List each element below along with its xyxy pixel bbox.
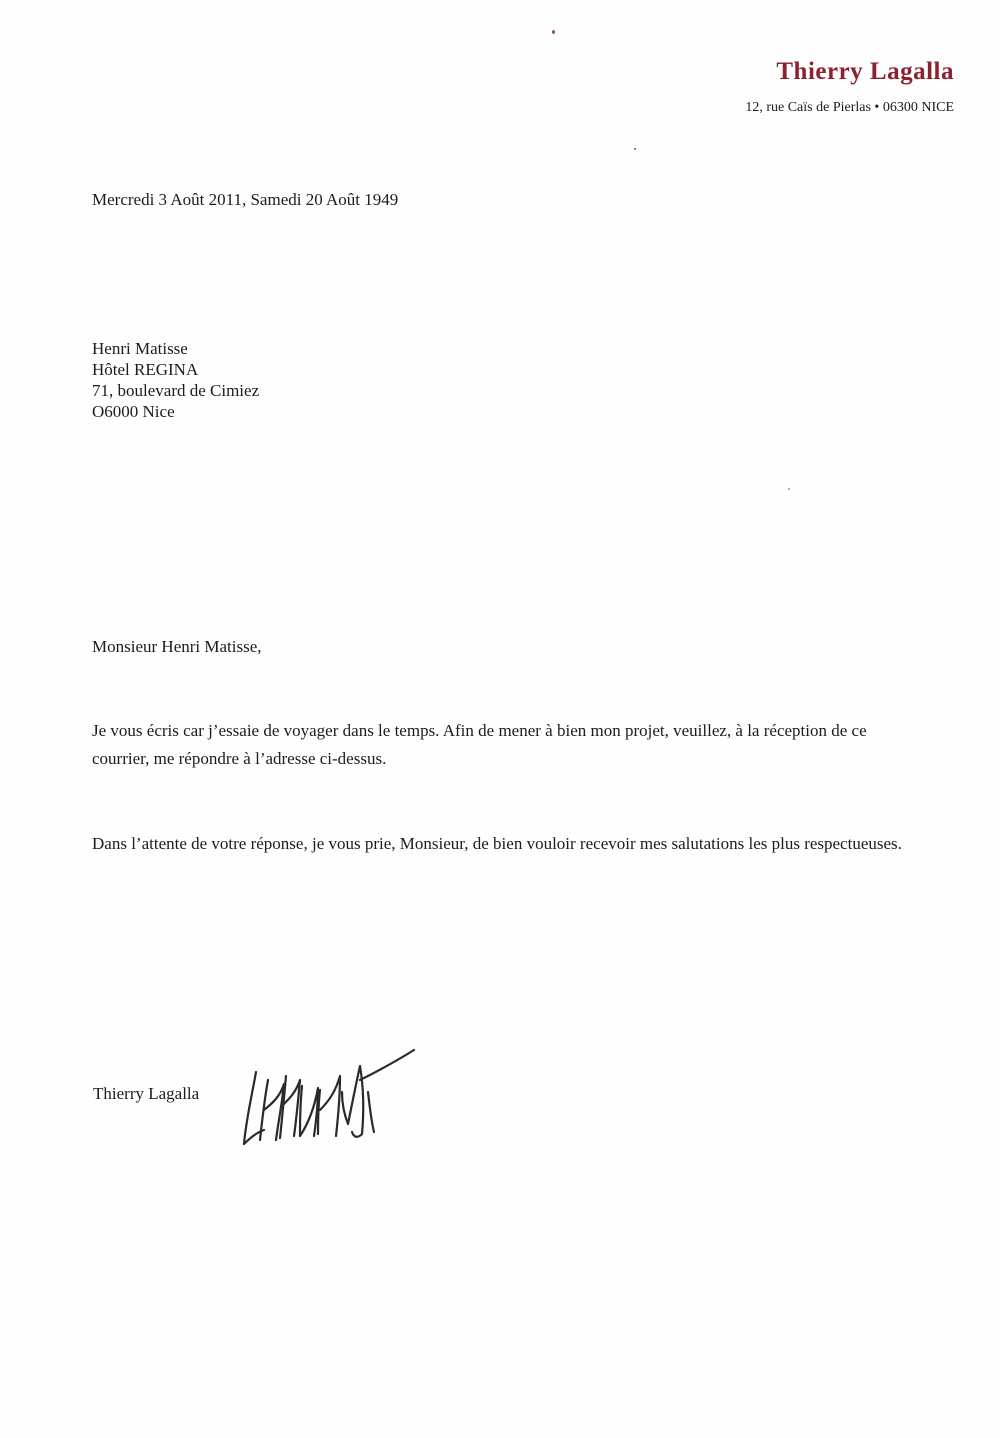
body-paragraph: Je vous écris car j’essaie de voyager dans le temps. Afin de mener à bien mon projet, veuillez, à la réception de ce courrier, me répondre à l’adresse ci-dessus. <box>92 721 867 768</box>
paper-speck <box>634 148 636 150</box>
recipient-city: O6000 Nice <box>92 402 175 421</box>
salutation: Monsieur Henri Matisse, <box>92 637 262 656</box>
letter-date: Mercredi 3 Août 2011, Samedi 20 Août 1949 <box>92 190 399 209</box>
recipient-hotel: Hôtel REGINA <box>92 360 199 379</box>
letterhead-address: 12, rue Caïs de Pierlas • 06300 NICE <box>745 100 954 115</box>
recipient-street: 71, boulevard de Cimiez <box>92 381 260 400</box>
letterhead-name: Thierry Lagalla <box>776 58 954 85</box>
signer-name: Thierry Lagalla <box>93 1084 200 1103</box>
recipient-address-block <box>92 338 259 422</box>
handwritten-signature <box>234 1040 424 1155</box>
paper-speck <box>552 30 555 34</box>
recipient-name: Henri Matisse <box>92 339 188 358</box>
paper-speck <box>788 488 790 490</box>
body-paragraph: Dans l’attente de votre réponse, je vous prie, Monsieur, de bien vouloir recevoir mes salutations les plus respectueuses. <box>92 834 902 853</box>
